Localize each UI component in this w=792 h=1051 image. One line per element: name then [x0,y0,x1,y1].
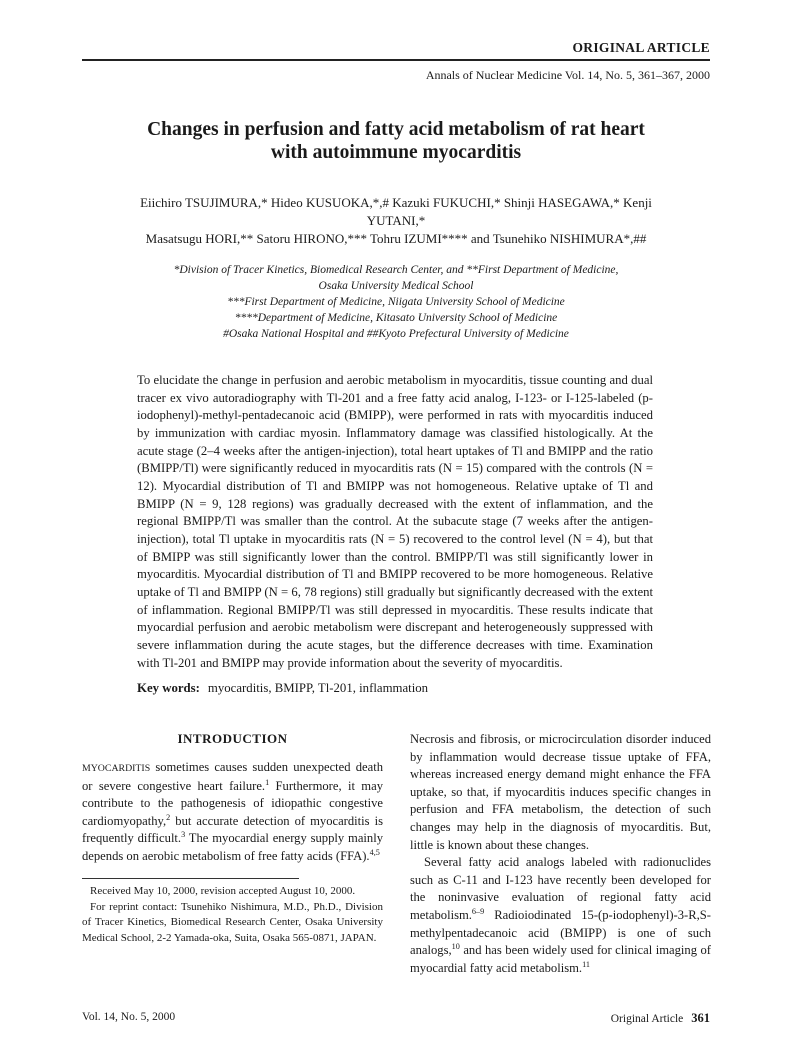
author-list [110,194,682,248]
author-line-1: Eiichiro TSUJIMURA,* Hideo KUSUOKA,*,# Kazuki FUKUCHI,* Shinji HASEGAWA,* Kenji YUTANI,* [140,195,652,228]
section-label: ORIGINAL ARTICLE [572,40,710,55]
citation: 1 [265,777,270,787]
reprint-contact: For reprint contact: Tsunehiko Nishimura, M.D., Ph.D., Division of Tracer Kinetics, Biomedical Research Center, Osaka University Medical School, 2-2 Yamada-oka, Suita, Osaka 565-0871, JAPAN. [82,900,383,944]
affiliation-line: #Osaka National Hospital and ##Kyoto Prefectural University of Medicine [223,328,569,340]
text-span: The myocardial energy supply mainly depends on aerobic metabolism of free fatty acids (FFA). [82,831,384,863]
citation: 4,5 [369,847,380,857]
citation: 6–9 [471,906,485,916]
introduction-heading: INTRODUCTION [177,731,288,746]
affiliation-line: ***First Department of Medicine, Niigata University School of Medicine [227,296,565,308]
footer-volume: Vol. 14, No. 5, 2000 [82,1011,176,1023]
footer-label: Original Article [610,1013,684,1025]
affiliation-line: Osaka University Medical School [318,280,474,292]
text-span: Radioiodinated 15-(p-iodophenyl)-3-R,S-methylpentadecanoic acid (BMIPP) is one of such analogs, [410,907,711,958]
text-span: sometimes causes sudden unexpected death or severe congestive heart failure. [82,760,383,793]
footer-page [611,1011,710,1026]
affiliation-line: ****Department of Medicine, Kitasato University School of Medicine [234,312,558,324]
keywords [137,681,428,696]
received-date: Received May 10, 2000, revision accepted August 10, 2000. [90,885,356,897]
right-column [410,731,711,977]
footnote-divider [82,878,299,879]
header-divider [82,59,710,61]
text-span: Furthermore, it may contribute to the pathogenesis of idiopathic congestive cardiomyopathy, [82,778,383,828]
right-paragraph-2 [410,854,711,977]
right-paragraph-1: Necrosis and fibrosis, or microcirculation disorder induced by inflammation would decrease tissue uptake of FFA, whereas increased energy demand might enhance the FFA uptake, so that, if myocarditis induces specific changes in perfusion and FFA metabolism, the detection of such changes may help in the diagnosis of myocarditis. But, little is known about these changes. [410,732,711,852]
title-line-2: with autoimmune myocarditis [270,142,522,163]
abstract: To elucidate the change in perfusion and aerobic metabolism in myocarditis, tissue counting and dual tracer ex vivo autoradiography with Tl-201 and a free fatty acid analog, I-123- or I-125-labeled (p-iodophenyl)-methyl-pentadecanoic acid (BMIPP), were performed in rats with myocarditis induced by immunization with cardiac myosin. Inflammatory damage was classified histologically. At the acute stage (2–4 weeks after the antigen-injection), total heart uptakes of Tl and BMIPP and the ratio (BMIPP/Tl) were significantly reduced in myocarditis rats (N = 15) compared with the controls (N = 12). Myocardial distribution of Tl and BMIPP was not homogeneous. Relative uptake of Tl and BMIPP (N = 9, 128 regions) was gradually decreased with the extent of inflammation, and the regional BMIPP/Tl was smaller than the control. At the subacute stage (7 weeks after the antigen-injection), total Tl uptake in myocarditis rats (N = 5) recovered to the control level (N = 4), but that of BMIPP was still significantly lower than the control. BMIPP/Tl was still significantly lower in myocarditis. Myocardial distribution of Tl and BMIPP recovered to be more homogeneous. Relative uptake of Tl and BMIPP (N = 6, 78 regions) still gradually but significantly decreased with the extent of inflammation. Regional BMIPP/Tl was still depressed in myocarditis. These results indicate that myocardial perfusion and aerobic metabolism were discrepant and heterogeneously suppressed with severe inflammation during the acute stages, but the difference decreases with time. Examination with Tl-201 and BMIPP may provide information about the severity of myocarditis. [137,373,653,670]
keywords-label: Key words: [137,681,200,695]
affiliations [110,262,682,342]
text-span: Several fatty acid analogs labeled with radionuclides such as C-11 and I-123 have recently been developed for the noninvasive evaluation of regional fatty acid metabolism. [410,855,711,922]
footnote [82,884,383,946]
text-span: and has been widely used for clinical imaging of myocardial fatty acid metabolism. [410,943,711,975]
affiliation-line: *Division of Tracer Kinetics, Biomedical Research Center, and **First Department of Medicine, [173,264,619,276]
article-title [82,118,710,164]
citation: 10 [451,941,460,951]
citation: 11 [582,959,590,969]
author-line-2: Masatsugu HORI,** Satoru HIRONO,*** Tohru IZUMI**** and Tsunehiko NISHIMURA*,## [145,231,647,246]
citation: 3 [181,830,186,840]
text-span: but accurate detection of myocarditis is frequently difficult. [82,813,383,846]
title-line-1: Changes in perfusion and fatty acid metabolism of rat heart [147,119,645,140]
intro-paragraph-1 [82,759,383,866]
keywords-value: myocarditis, BMIPP, Tl-201, inflammation [207,681,429,695]
citation: 2 [166,812,171,822]
journal-citation: Annals of Nuclear Medicine Vol. 14, No. 5, 361–367, 2000 [425,68,710,82]
smallcaps-lead: MYOCARDITIS [82,763,151,774]
left-column [82,731,383,866]
page-number: 361 [691,1011,710,1025]
